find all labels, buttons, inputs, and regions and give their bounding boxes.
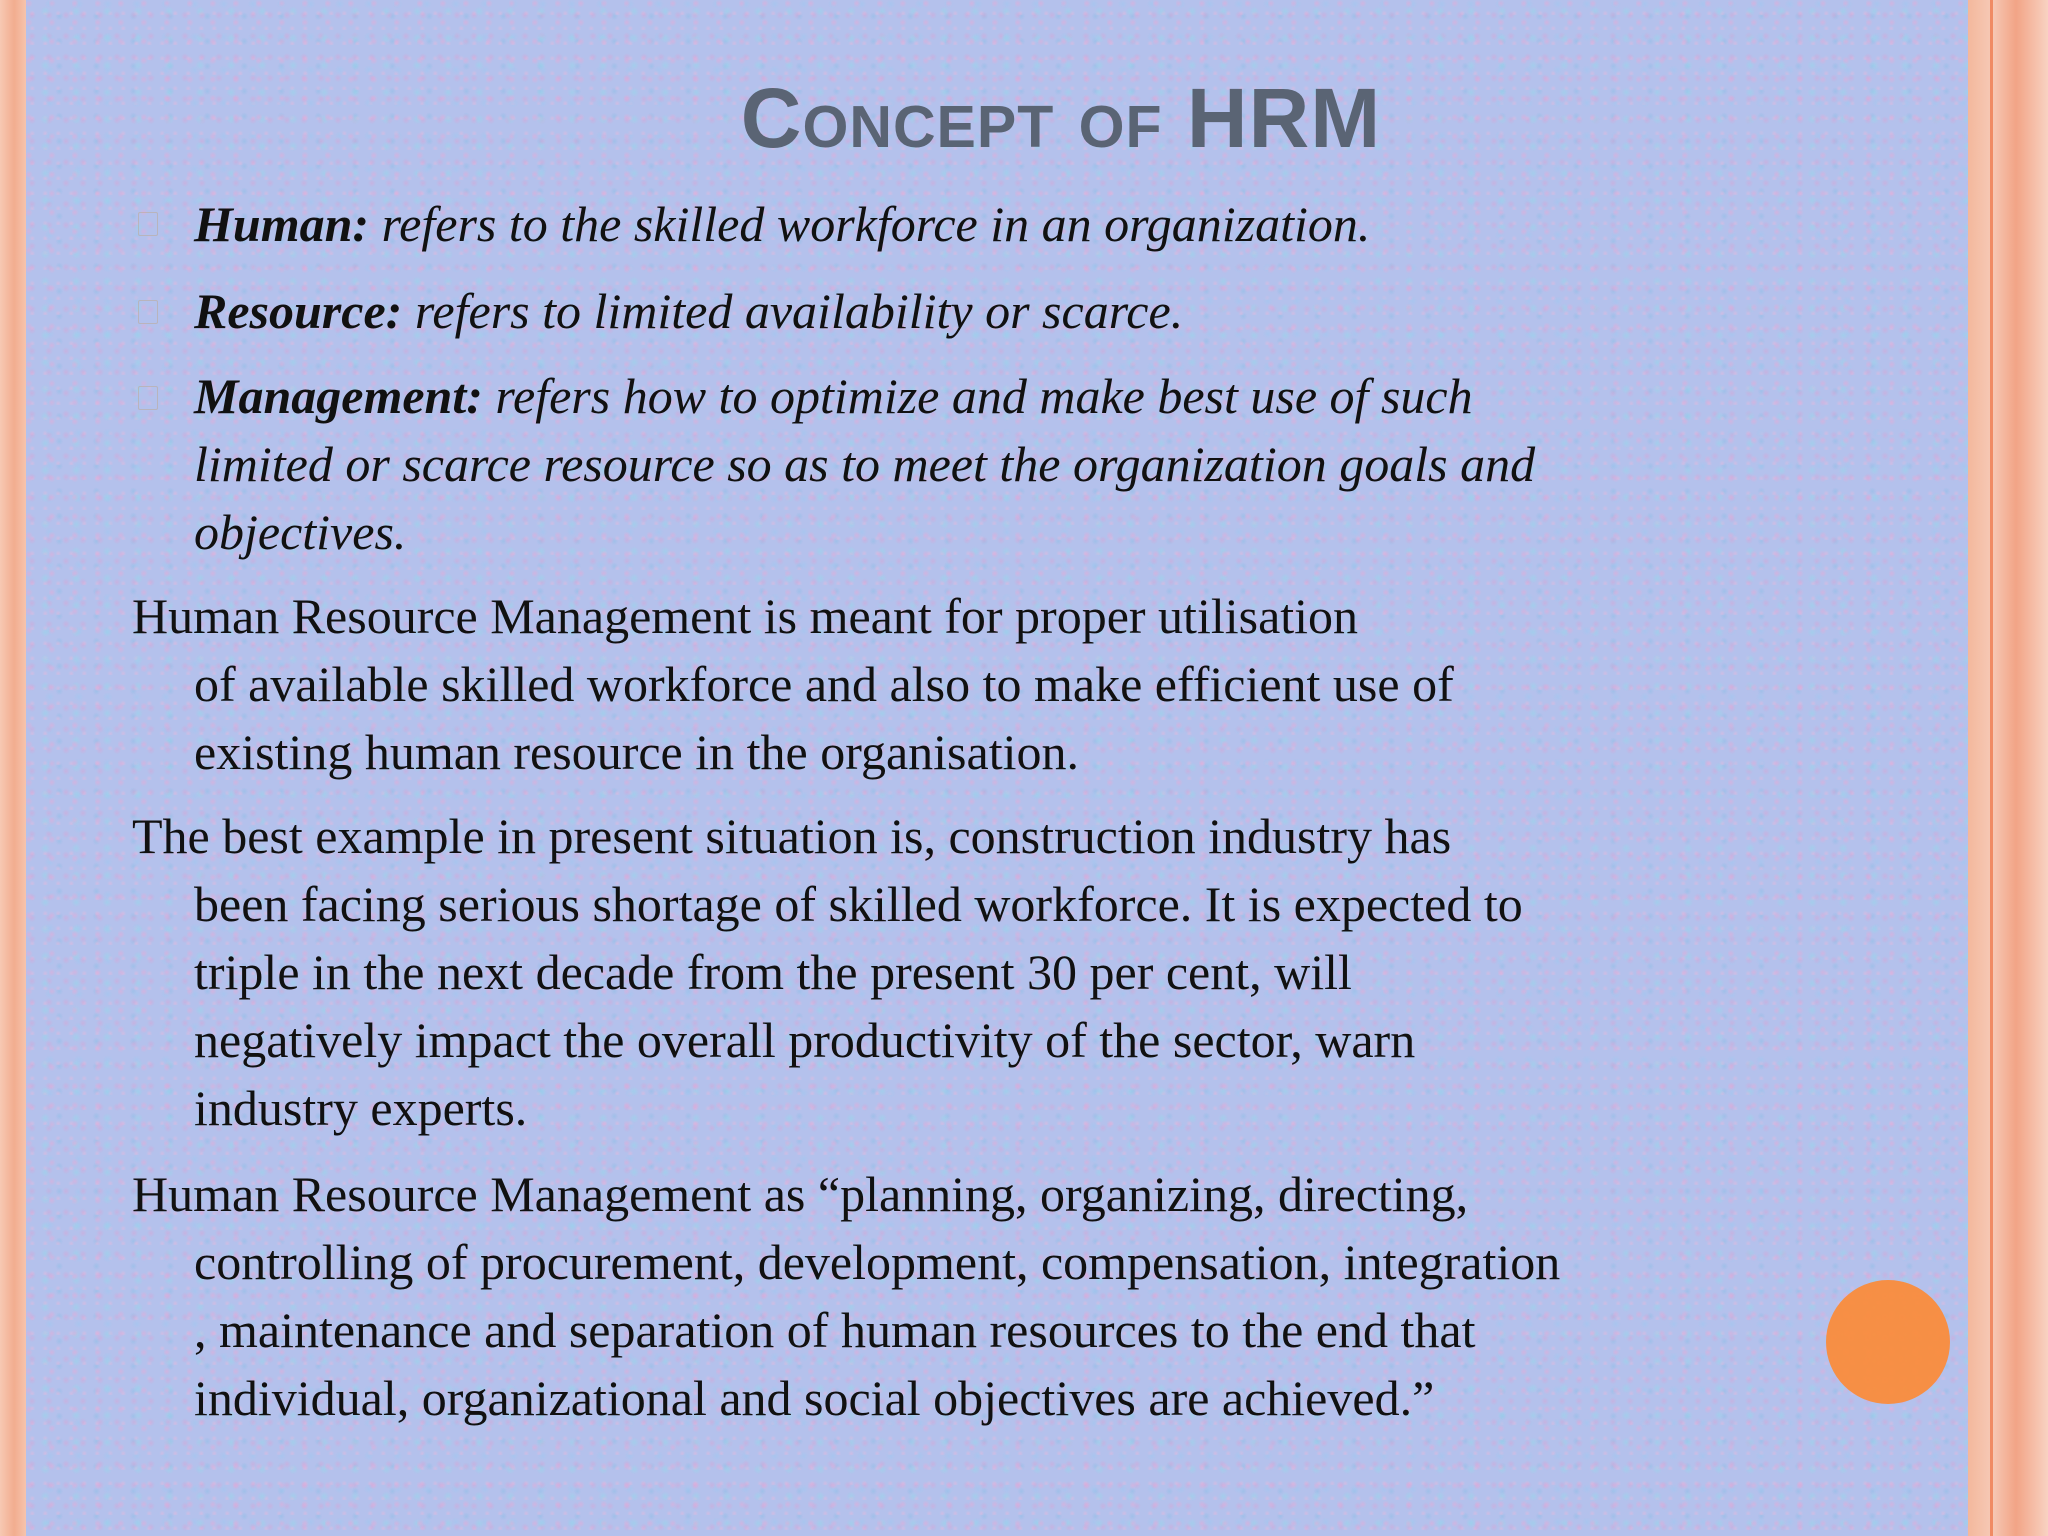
bullet-marker-icon: [138, 212, 158, 236]
paragraph-line: Human Resource Management as “planning, organizing, directing,: [132, 1166, 1469, 1222]
paragraph-line: existing human resource in the organisation.: [194, 724, 1079, 780]
paragraph-definition: [132, 1160, 1992, 1432]
paragraph-example: [132, 802, 1992, 1142]
bullet-human: [194, 190, 1370, 258]
bullet-text: refers how to optimize and make best use of such: [482, 368, 1473, 424]
bullet-management: [194, 362, 1535, 566]
paragraph-line: industry experts.: [194, 1080, 528, 1136]
paragraph-line: triple in the next decade from the present 30 per cent, will: [194, 944, 1352, 1000]
bullet-term: Human:: [194, 196, 370, 252]
paragraph-hrm-purpose: [132, 582, 1992, 786]
paragraph-line: The best example in present situation is, construction industry has: [132, 808, 1452, 864]
bullet-text: refers to the skilled workforce in an organization.: [369, 196, 1371, 252]
bullet-text: limited or scarce resource so as to meet the organization goals and: [194, 436, 1536, 492]
bullet-term: Management:: [194, 368, 483, 424]
bullet-text: refers to limited availability or scarce.: [402, 283, 1184, 339]
paragraph-line: individual, organizational and social objectives are achieved.”: [194, 1370, 1435, 1426]
slide-title: Concept of HRM: [740, 71, 1382, 165]
bullet-marker-icon: [138, 300, 158, 324]
bullet-term: Resource:: [194, 283, 403, 339]
paragraph-line: of available skilled workforce and also to make efficient use of: [194, 656, 1454, 712]
bullet-marker-icon: [138, 386, 158, 410]
paragraph-line: been facing serious shortage of skilled workforce. It is expected to: [194, 876, 1523, 932]
bullet-text: objectives.: [194, 504, 407, 560]
bullet-resource: [194, 277, 1183, 345]
paragraph-line: negatively impact the overall productivity of the sector, warn: [194, 1012, 1416, 1068]
paragraph-line: Human Resource Management is meant for proper utilisation: [132, 588, 1359, 644]
paragraph-line: controlling of procurement, development, compensation, integration: [194, 1234, 1561, 1290]
paragraph-line: , maintenance and separation of human resources to the end that: [194, 1302, 1476, 1358]
